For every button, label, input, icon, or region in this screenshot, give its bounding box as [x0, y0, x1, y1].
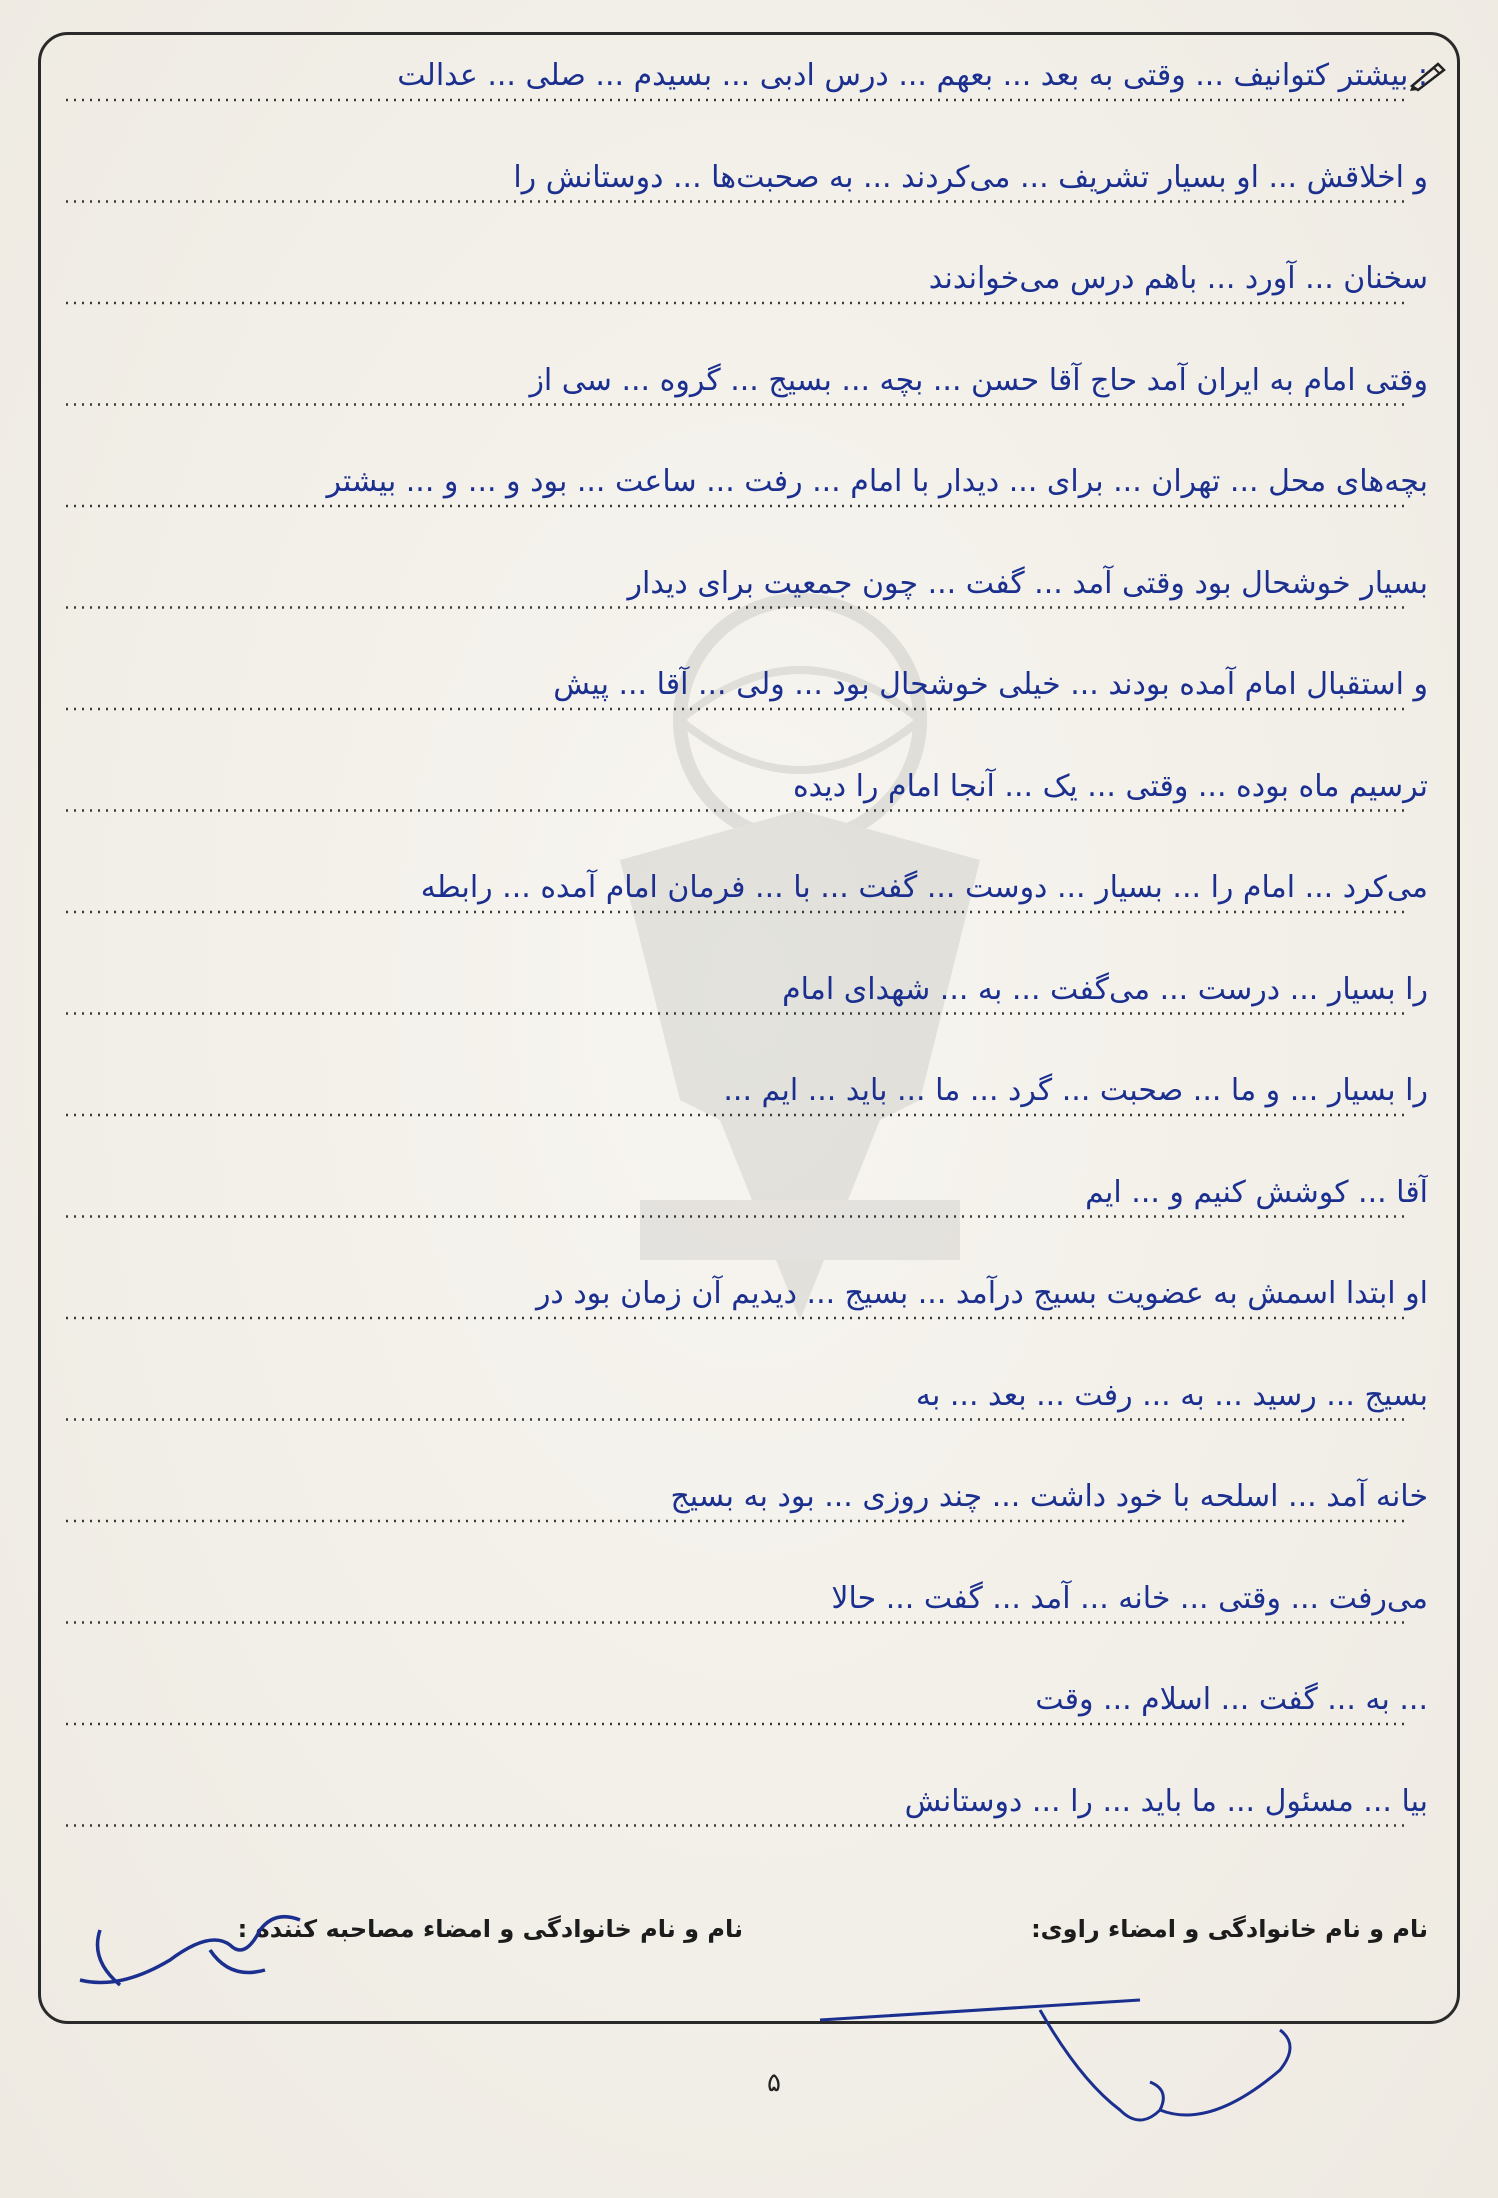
narrator-signature-label: نام و نام خانوادگی و امضاء راوی:	[1031, 1915, 1428, 1943]
narrator-signature	[60, 1890, 320, 2010]
interviewer-signature	[780, 1990, 1320, 2130]
handwritten-line: بیا ... مسئول ... ما باید ... را ... دوستانش	[904, 1783, 1428, 1819]
handwritten-line: ترسیم ماه بوده ... وقتی ... یک ... آنجا امام را دیده	[792, 768, 1428, 804]
handwritten-line: را بسیار ... درست ... می‌گفت ... به ... شهدای امام	[782, 971, 1428, 1007]
handwritten-line: بسیار خوشحال بود وقتی آمد ... گفت ... چون جمعیت برای دیدار	[627, 565, 1428, 601]
handwritten-line: خانه آمد ... اسلحه با خود داشت ... چند روزی ... بود به بسیج	[670, 1479, 1428, 1514]
interviewer-signature-label: نام و نام خانوادگی و امضاء مصاحبه کننده :	[237, 1915, 743, 1943]
handwritten-line: می‌کرد ... امام را ... بسیار ... دوست ... گفت ... با ... فرمان امام آمده ... رابطه	[420, 870, 1428, 905]
handwritten-line: او ابتدا اسمش به عضویت بسیج درآمد ... بسیج ... دیدیم آن زمان بود در	[535, 1276, 1428, 1311]
handwritten-line: سخنان ... آورد ... باهم درس می‌خواندند	[928, 261, 1428, 296]
page-number: ۵	[767, 2068, 781, 2098]
handwritten-line: می‌رفت ... وقتی ... خانه ... آمد ... گفت ... حالا	[831, 1580, 1428, 1616]
handwritten-line: و استقبال امام آمده بودند ... خیلی خوشحال بود ... ولی ... آقا ... پیش	[553, 667, 1428, 702]
handwritten-line: را بسیار ... و ما ... صحبت ... گرد ... ما ... باید ... ایم ...	[723, 1073, 1428, 1108]
handwritten-line: وقتی امام به ایران آمد حاج آقا حسن ... بچه ... بسیج ... گروه ... سی از	[529, 362, 1428, 398]
handwritten-line: ... به ... گفت ... اسلام ... وقت	[1035, 1682, 1428, 1717]
handwritten-line: بسیج ... رسید ... به ... رفت ... بعد ... به	[915, 1377, 1428, 1413]
handwritten-line: و اخلاقش ... او بسیار تشریف ... می‌کردند ... به صحبت‌ها ... دوستانش را	[513, 159, 1428, 195]
handwritten-line: آقا ... کوشش کنیم و ... ایم	[1085, 1174, 1428, 1210]
handwritten-line: بچه‌های محل ... تهران ... برای ... دیدار با امام ... رفت ... ساعت ... بود و ... و ... بیشتر	[326, 464, 1428, 499]
handwritten-line: : بیشتر کتوانیف ... وقتی به بعد ... بعهم ... درس ادبی ... بسیدم ... صلی ... عدالت	[397, 58, 1428, 93]
